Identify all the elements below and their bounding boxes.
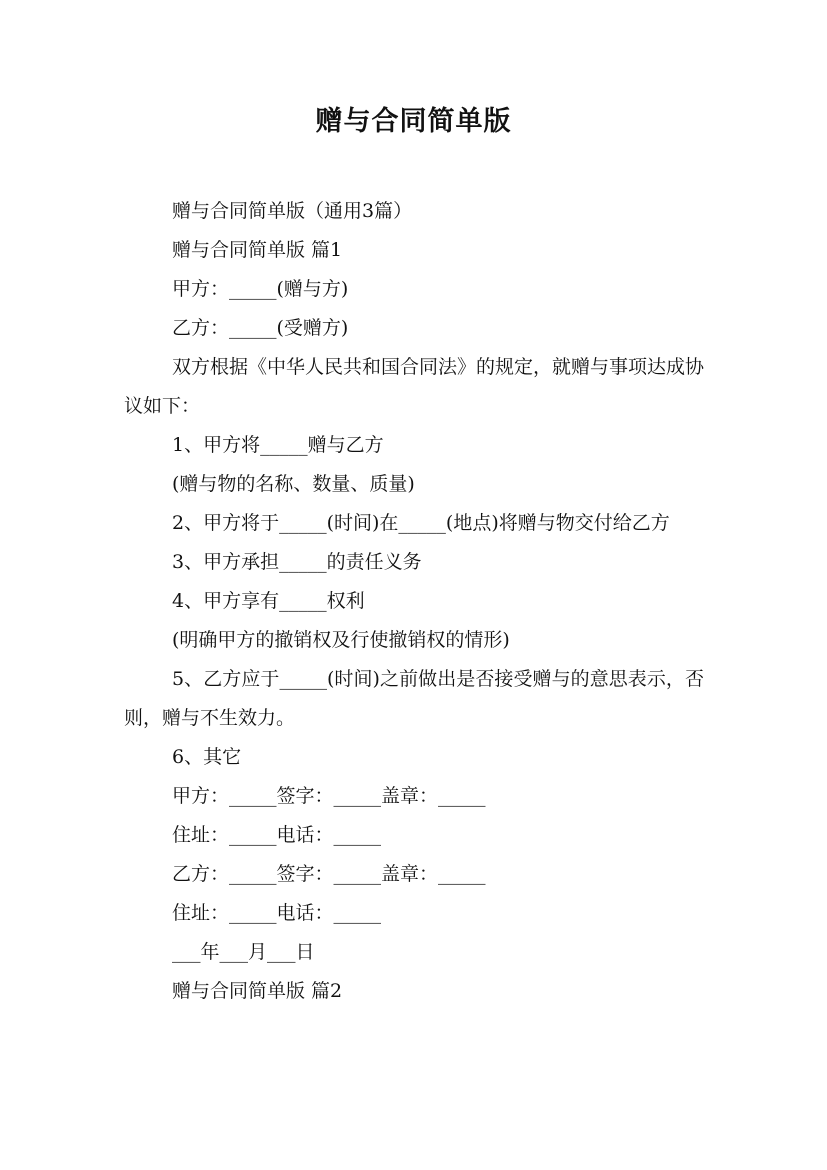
- document-title: 赠与合同简单版: [315, 106, 512, 137]
- section-heading-2: 赠与合同简单版 篇2: [172, 980, 343, 1002]
- party-a-line: 甲方：_____(赠与方): [172, 278, 349, 300]
- party-a-signature-line: 甲方：_____签字：_____盖章：_____: [172, 785, 486, 807]
- clause-2: 2、甲方将于_____(时间)在_____(地点)将赠与物交付给乙方: [172, 512, 670, 534]
- party-b-line: 乙方：_____(受赠方): [172, 317, 349, 339]
- clause-1-note: (赠与物的名称、数量、质量): [172, 473, 415, 495]
- document-body: [124, 192, 704, 1011]
- subtitle-line: 赠与合同简单版（通用3篇）: [172, 200, 413, 222]
- section-heading-1: 赠与合同简单版 篇1: [172, 239, 343, 261]
- party-b-signature-line: 乙方：_____签字：_____盖章：_____: [172, 863, 486, 885]
- date-line: ___年___月___日: [172, 941, 315, 963]
- clause-6: 6、其它: [172, 746, 242, 768]
- clause-1: 1、甲方将_____赠与乙方: [172, 434, 384, 456]
- clause-4: 4、甲方享有_____权利: [172, 590, 365, 612]
- clause-3: 3、甲方承担_____的责任义务: [172, 551, 422, 573]
- party-a-address-line: 住址：_____电话：_____: [172, 824, 382, 846]
- clause-5: 5、乙方应于_____(时间)之前做出是否接受赠与的意思表示，否则，赠与不生效力。: [124, 668, 704, 729]
- agreement-intro-paragraph: 双方根据《中华人民共和国合同法》的规定，就赠与事项达成协议如下：: [124, 356, 705, 417]
- party-b-address-line: 住址：_____电话：_____: [172, 902, 382, 924]
- clause-4-note: (明确甲方的撤销权及行使撤销权的情形): [172, 629, 510, 651]
